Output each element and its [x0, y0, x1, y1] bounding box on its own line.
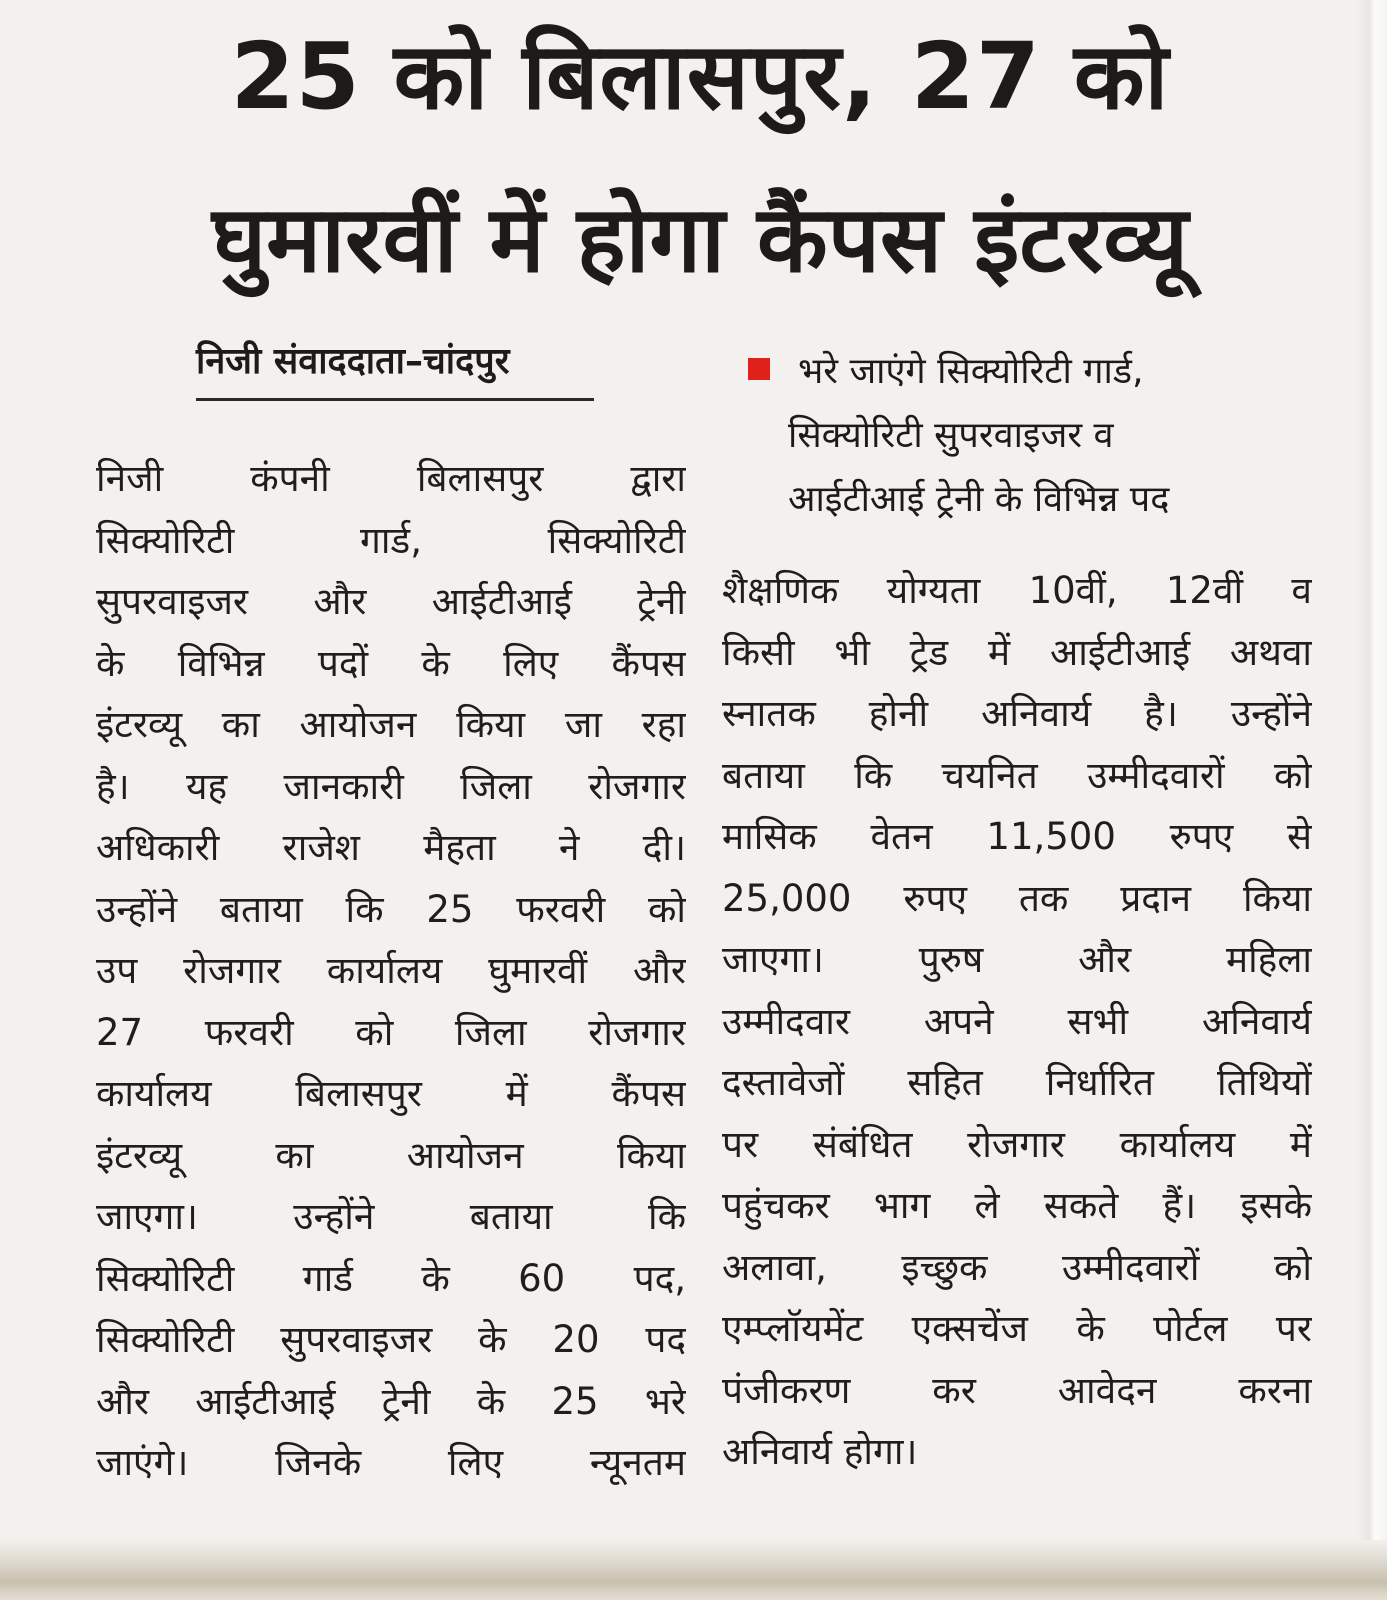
body-line: पंजीकरण कर आवेदन करना	[722, 1368, 1312, 1412]
body-column-right	[722, 560, 1312, 1483]
body-line: इंटरव्यू का आयोजन किया जा रहा	[96, 703, 686, 746]
body-line: अनिवार्य होगा।	[722, 1430, 918, 1473]
body-line: 25,000 रुपए तक प्रदान किया	[722, 876, 1312, 920]
byline-underline	[196, 398, 594, 401]
body-line: अधिकारी राजेश मैहता ने दी।	[96, 826, 686, 869]
body-line: पर संबंधित रोजगार कार्यालय में	[722, 1122, 1312, 1166]
highlight-line: आईटीआई ट्रेनी के विभिन्न पद	[788, 479, 1170, 520]
highlight-box	[748, 340, 1308, 532]
body-line: के विभिन्न पदों के लिए कैंपस	[96, 641, 686, 685]
body-line: सिक्योरिटी गार्ड के 60 पद,	[96, 1256, 686, 1300]
body-line: बताया कि चयनित उम्मीदवारों को	[722, 753, 1312, 797]
body-line: जाएगा। पुरुष और महिला	[722, 938, 1312, 981]
torn-bottom-edge	[0, 1540, 1387, 1600]
body-line: है। यह जानकारी जिला रोजगार	[96, 764, 686, 808]
body-line: उम्मीदवार अपने सभी अनिवार्य	[722, 999, 1312, 1043]
body-line: किसी भी ट्रेड में आईटीआई अथवा	[722, 630, 1312, 674]
body-line: दस्तावेजों सहित निर्धारित तिथियों	[722, 1061, 1312, 1104]
body-line: उन्होंने बताया कि 25 फरवरी को	[96, 887, 686, 931]
body-line: पहुंचकर भाग ले सकते हैं। इसके	[722, 1184, 1312, 1227]
body-column-left	[96, 448, 686, 1494]
body-line: एम्प्लॉयमेंट एक्सचेंज के पोर्टल पर	[722, 1307, 1312, 1350]
headline-line-2: घुमारवीं में होगा कैंपस इंटरव्यू	[211, 186, 1189, 293]
body-line: सिक्योरिटी गार्ड, सिक्योरिटी	[96, 518, 686, 562]
body-line: अलावा, इच्छुक उम्मीदवारों को	[722, 1245, 1312, 1289]
byline: निजी संवाददाता–चांदपुर	[196, 341, 510, 382]
torn-right-edge	[1357, 0, 1387, 1600]
body-line: 27 फरवरी को जिला रोजगार	[96, 1010, 686, 1054]
highlight-text: भरे जाएंगे सिक्योरिटी गार्ड,	[798, 351, 1144, 392]
body-line: स्नातक होनी अनिवार्य है। उन्होंने	[722, 692, 1312, 735]
body-line: इंटरव्यू का आयोजन किया	[96, 1133, 686, 1177]
body-line: शैक्षणिक योग्यता 10वीं, 12वीं व	[722, 569, 1312, 612]
body-line: जाएगा। उन्होंने बताया कि	[96, 1195, 686, 1238]
body-line: सुपरवाइजर और आईटीआई ट्रेनी	[96, 580, 686, 623]
headline-line-1: 25 को बिलासपुर, 27 को	[230, 23, 1170, 130]
bullet-square-icon	[748, 358, 770, 380]
body-line: और आईटीआई ट्रेनी के 25 भरे	[96, 1379, 686, 1423]
highlight-line: सिक्योरिटी सुपरवाइजर व	[788, 415, 1114, 456]
highlight-line	[748, 340, 1308, 404]
body-line: जाएंगे। जिनके लिए न्यूनतम	[96, 1441, 686, 1484]
body-line: मासिक वेतन 11,500 रुपए से	[722, 815, 1312, 858]
body-line: सिक्योरिटी सुपरवाइजर के 20 पद	[96, 1318, 686, 1361]
body-line: उप रोजगार कार्यालय घुमारवीं और	[96, 949, 686, 992]
body-line: निजी कंपनी बिलासपुर द्वारा	[96, 457, 686, 500]
body-line: कार्यालय बिलासपुर में कैंपस	[96, 1072, 686, 1115]
